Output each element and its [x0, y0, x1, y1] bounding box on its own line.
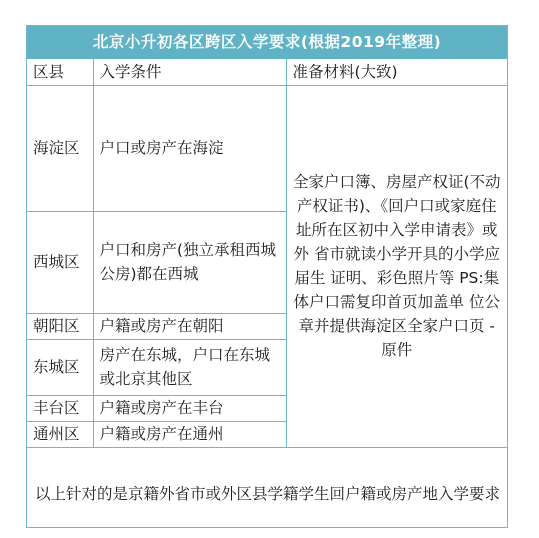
header-district: 区县 — [27, 59, 93, 85]
row-condition: 户籍或房产在朝阳 — [93, 313, 286, 339]
header-condition: 入学条件 — [93, 59, 286, 85]
row-district: 海淀区 — [27, 85, 93, 211]
row-district: 朝阳区 — [27, 313, 93, 339]
row-condition: 户籍或房产在丰台 — [93, 395, 286, 421]
row-district: 西城区 — [27, 211, 93, 313]
requirements-table-frame — [26, 25, 508, 528]
materials-cell: 全家户口簿、房屋产权证(不动产权证书)、《回户口或家庭住 址所在区初中入学申请表》或外 省市就读小学开具的小学应届生 证明、彩色照片等 PS:集体户口需复印首页加盖单 位公章并提供海淀区全家户口页 -原件 — [286, 85, 507, 447]
table-row — [27, 85, 507, 211]
header-materials: 准备材料(大致) — [286, 59, 507, 85]
footnote: 以上针对的是京籍外省市或外区县学籍学生回户籍或房产地入学要求 — [35, 485, 501, 503]
table-title: 北京小升初各区跨区入学要求(根据2019年整理) — [27, 26, 507, 59]
table-header-row — [27, 59, 507, 85]
row-district: 丰台区 — [27, 395, 93, 421]
row-condition: 户口或房产在海淀 — [93, 85, 286, 211]
row-condition: 房产在东城，户口在东城或北京其他区 — [93, 339, 286, 395]
row-district: 东城区 — [27, 339, 93, 395]
requirements-table — [27, 59, 507, 448]
row-condition: 户籍或房产在通州 — [93, 421, 286, 447]
row-district: 通州区 — [27, 421, 93, 447]
row-condition: 户口和房产(独立承租西城公房)都在西城 — [93, 211, 286, 313]
